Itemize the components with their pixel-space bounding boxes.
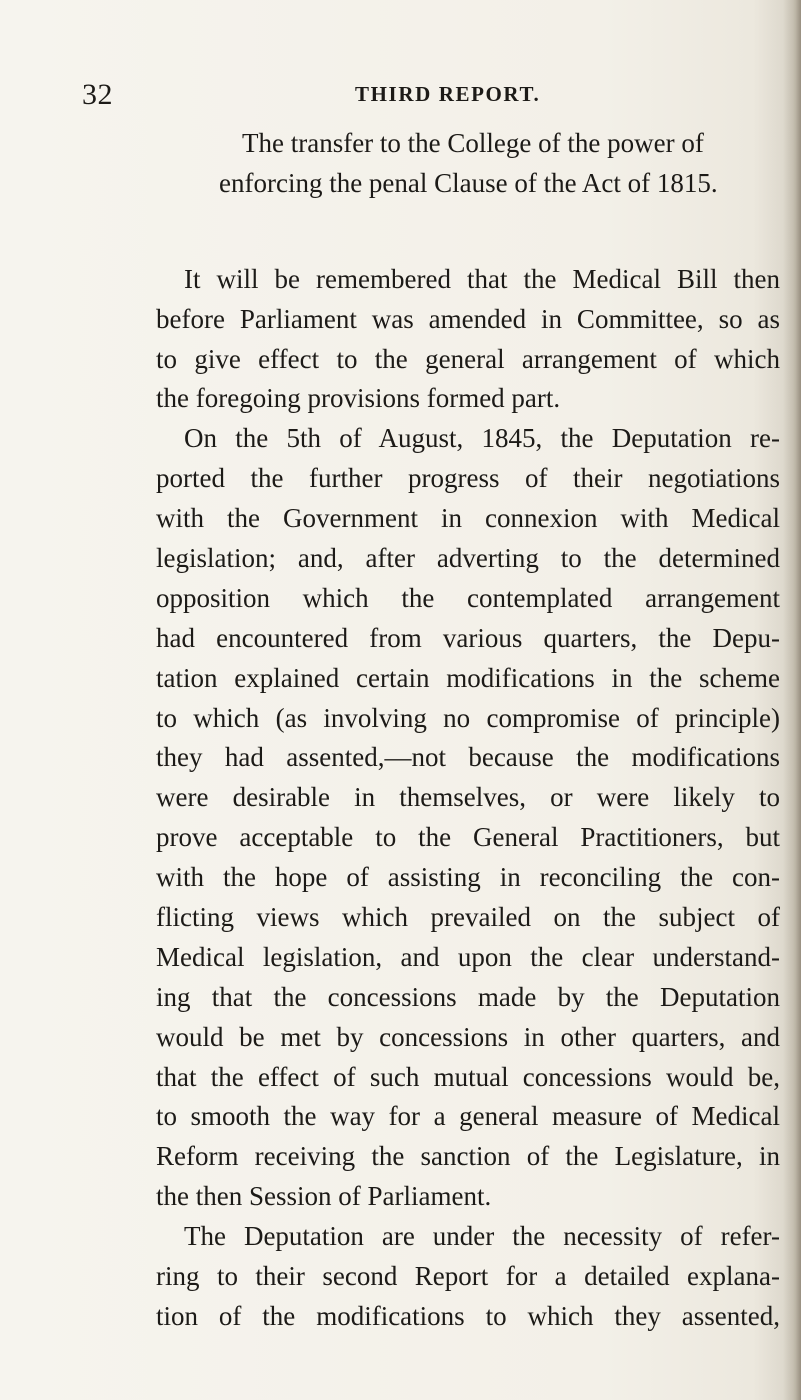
body-line: On the 5th of August, 1845, the Deputation re-	[184, 423, 780, 454]
body-line: Reform receiving the sanction of the Legislature, in	[156, 1141, 780, 1172]
body-line: had encountered from various quarters, the Depu-	[156, 622, 780, 653]
body-line: that the effect of such mutual concessions would be,	[156, 1061, 780, 1092]
body-line: tion of the modifications to which they assented,	[156, 1300, 780, 1331]
body-line: to smooth the way for a general measure of Medical	[156, 1101, 780, 1132]
body-line: to give effect to the general arrangement of which	[156, 343, 780, 374]
running-head: THIRD REPORT.	[355, 82, 541, 106]
page-edge-shadow	[783, 0, 801, 1400]
body-line: the then Session of Parliament.	[156, 1181, 492, 1212]
body-line: legislation; and, after adverting to the determined	[156, 543, 780, 574]
body-line: the foregoing provisions formed part.	[156, 383, 561, 414]
body-line: with the hope of assisting in reconciling the con-	[156, 862, 780, 893]
body-line: ring to their second Report for a detailed explana-	[156, 1261, 780, 1292]
body-line: to which (as involving no compromise of principle)	[156, 702, 780, 733]
body-line: prove acceptable to the General Practitioners, but	[156, 822, 780, 853]
page-header	[0, 78, 801, 118]
body-line: before Parliament was amended in Committee, so as	[156, 303, 780, 334]
body-line: ing that the concessions made by the Deputation	[156, 981, 780, 1012]
page-number: 32	[82, 78, 113, 111]
body-line: with the Government in connexion with Medical	[156, 503, 780, 534]
heading-line: enforcing the penal Clause of the Act of 1815.	[219, 167, 718, 198]
body-line: they had assented,—not because the modifications	[156, 742, 780, 773]
paragraph-gap	[156, 204, 780, 260]
body-line: The Deputation are under the necessity of refer-	[184, 1221, 780, 1252]
body-line: Medical legislation, and upon the clear understand-	[156, 941, 780, 972]
body-line: would be met by concessions in other quarters, and	[156, 1021, 780, 1052]
body-line: tation explained certain modifications in the scheme	[156, 662, 780, 693]
heading-line: The transfer to the College of the power of	[242, 128, 704, 158]
body-line: opposition which the contemplated arrangement	[156, 582, 780, 613]
body-line: flicting views which prevailed on the subject of	[156, 902, 780, 933]
body-line: ported the further progress of their negotiations	[156, 463, 780, 494]
body-line: were desirable in themselves, or were likely to	[156, 782, 780, 813]
page-text	[156, 124, 780, 1337]
body-line: It will be remembered that the Medical Bill then	[184, 263, 780, 294]
